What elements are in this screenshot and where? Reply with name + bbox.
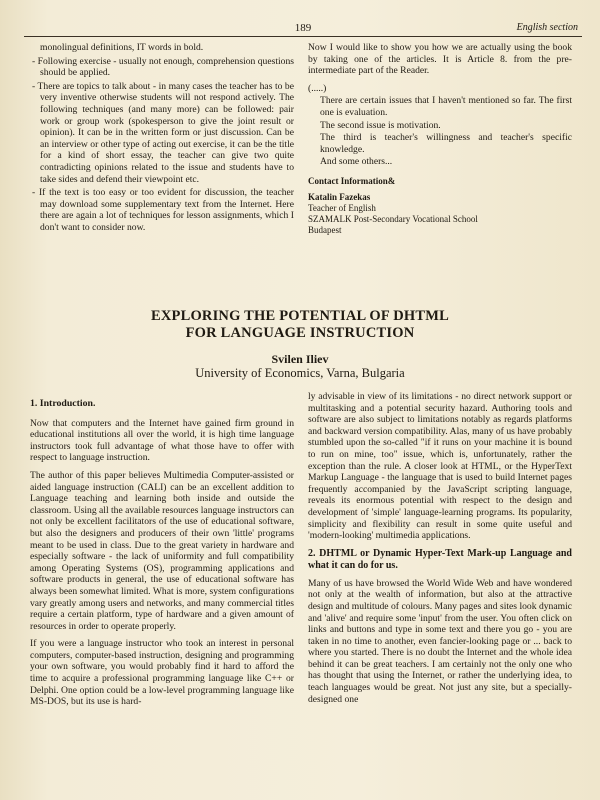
bullet-item: - If the text is too easy or too evident for discussion, the teacher may download some supplementary text from the Internet. Here there are again a lot of techniques for lesson assignments, which I don't want to consider now. [32,187,294,233]
author-affiliation: University of Economics, Varna, Bulgaria [195,366,405,380]
reader-paragraph: Now I would like to show you how we are actually using the book by taking one of the articles. It is Article 8. from the pre-intermediate part of the Reader. [308,42,572,77]
section-label: English section [516,22,578,33]
bullet-item: - There are topics to talk about - in many cases the teacher has to be very inventive otherwise students will not respond actively. The following techniques (and many more) can be followed: pair work or group work (spokesperson to give the joint result or opinion). It can be in the written form or just discussion. Can be an interview or other type of acting out exercise, it can be the title for a kind of short essay, the teacher can give two quite contradicting opinions related to the issue and students have to take sides and defend their viewpoint etc. [32,80,294,185]
contact-school: SZAMALK Post-Secondary Vocational School [308,213,478,224]
bottom-right-column [308,391,572,711]
title-line-1: EXPLORING THE POTENTIAL OF DHTML [150,308,450,324]
body-paragraph: The author of this paper believes Multimedia Computer-assisted or aided language instruction (CALI) can be an excellent addition to Language teaching and learning both inside and outside the classroom. Using all the available resources language instructors can not only be excellent facilitators of the use of educational software, but also the designers and producers of their own 'little' programs meant to be used in class. Due to the great variety in hardware and especially software - the lack of uniformity and full compatibility among Operating Systems (OS), programming applications and software products in general, the use of educational software has always been somewhat limited. What is more, system configurations vary greatly among users and networks, and many commercial titles require a certain platform, type of hardware and a given amount of resources in order to operate properly. [30,469,295,632]
body-paragraph: ly advisable in view of its limitations - no direct network support or multitasking and a potential security hazard. Authoring tools and software are also subject to limitations notably as regards platforms and backward version compatibility. Alas, many of us have probably stumbled upon the so-called "if it runs on your machine it is bound to run on mine, too" issue, which is, unfortunately, rather the exception than the rule. A closer look at HTML, or the HyperText Markup Language - the language that is used to build Internet pages frequently accompanied by the JavaScript scripting language, reveals its enormous potential with respect to the design and development of 'simple' language-learning programs. Its popularity, simplicity and flexibility can result in some quite useful and 'modern-looking' multimedia applications. [308,391,572,542]
bottom-left-column [30,396,294,714]
author-block [40,352,560,381]
page-header [24,22,582,37]
intro-line: monolingual definitions, IT words in bold. [40,42,204,53]
contact-city: Budapest [308,224,342,235]
section-1-heading: 1. Introduction. [30,398,96,409]
issue-item: The second issue is motivation. [320,119,441,131]
body-paragraph: Many of us have browsed the World Wide Web and have wondered not only at the wealth of information, but also at the attractive design and multitude of colours. Many pages and sites look dynamic and 'alive' and require some 'input' from the user. You often click on links and buttons and type in some text and there you go - you are taken in no time to another, even fancier-looking page or ... back to where you started. There is no doubt the Internet and the whole idea behind it can be great teachers. I am certainly not the only one who has thought that using the Internet, or rather the underlying idea, to teach languages would be great. Not just any site, but a specially-designed one [308,577,572,705]
contact-information [308,176,572,236]
body-paragraph: Now that computers and the Internet have gained firm ground in educational institutions all over the world, it is high time language instructors took full advantage of what those have to offer with respect to language instruction. [30,417,294,464]
contact-heading: Contact Information& [308,175,396,186]
issues-list [308,95,572,168]
issue-item: And some others... [320,156,393,168]
section-2-heading: 2. DHTML or Dynamic Hyper-Text Mark-up Language and what it can do for us. [308,547,572,571]
article-title [40,308,560,342]
top-right-column [308,42,572,236]
contact-name: Katalin Fazekas [308,191,371,202]
issue-item: There are certain issues that I haven't mentioned so far. The first one is evaluation. [320,95,572,118]
author-name: Svilen Iliev [271,352,329,366]
page-number: 189 [294,22,312,34]
body-paragraph: If you were a language instructor who took an interest in personal computers, computer-based instruction, designing and programming your own software, you would probably find it hard to afford the time to acquire a professional programming language like C++ or Delphi. One option could be a low-level programming language like MS-DOS, but its use is hard- [30,638,294,708]
top-left-column [30,42,294,236]
issue-item: The third is teacher's willingness and teacher's specific knowledge. [320,132,572,155]
title-line-2: FOR LANGUAGE INSTRUCTION [185,325,415,341]
contact-role: Teacher of English [308,202,376,213]
bullet-item: - Following exercise - usually not enough, comprehension questions should be applied. [32,55,294,79]
ellipsis-marker: (.....) [308,82,327,94]
